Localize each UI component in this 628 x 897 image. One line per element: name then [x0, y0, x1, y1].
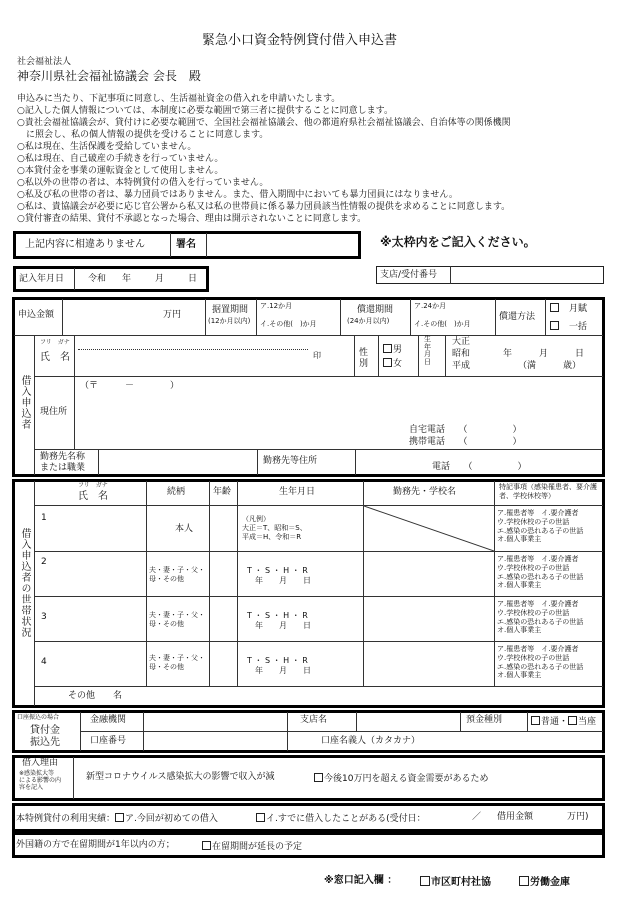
bank-section-label: 口座振込の場合: [17, 714, 60, 721]
repay-label: 償還期間: [357, 305, 394, 315]
history-label: 本特例貸付の利用実績： ア.今回が初めての借入: [16, 814, 218, 824]
row-number: 2: [41, 557, 47, 567]
page-title: 緊急小口資金特例貸付借入申込書: [202, 33, 398, 48]
checkbox-icon: [314, 773, 323, 782]
date-month[interactable]: 月: [155, 274, 165, 284]
checkbox-icon: [383, 358, 392, 367]
bank-holder-label: 口座名義人（カタカナ）: [321, 736, 421, 746]
hh-furigana-header: フリ ガナ: [78, 482, 108, 489]
repay-opt1[interactable]: ア.24か月: [414, 302, 447, 310]
household-section-label: 借入申込者の世帯状況: [19, 528, 30, 638]
bank-type-label: 預金種別: [466, 715, 503, 725]
table-row: [35, 552, 603, 596]
consent-item: ○私は現在、生活保護を受給していません。: [17, 142, 197, 152]
birth-ymd[interactable]: 年 月 日: [503, 349, 585, 359]
work-name-label: 勤務先名称 または職業: [40, 452, 86, 473]
row-special-options[interactable]: ア.罹患者等 イ.要介護者 ウ.学校休校の子の世話 エ.感染の恐れある子の世話 オ.個人事業主: [497, 645, 584, 680]
checkbox-icon: [550, 321, 559, 330]
bank-section-title: 貸付金 振込先: [30, 725, 60, 748]
address-field[interactable]: [76, 395, 376, 445]
repay-opt2[interactable]: イ.その他( )か月: [414, 320, 471, 328]
reason-text[interactable]: 新型コロナウイルス感染拡大の影響で収入が減: [86, 772, 275, 782]
row-relation[interactable]: 夫・妻・子・父・ 母・その他: [149, 611, 205, 629]
postal-code[interactable]: （〒 － ）: [80, 381, 180, 391]
row-relation[interactable]: 夫・妻・子・父・ 母・その他: [149, 566, 205, 584]
sex-female[interactable]: 女: [383, 358, 402, 369]
history-amount: 借用金額: [497, 812, 534, 822]
bank-branch-field[interactable]: [358, 713, 458, 730]
table-row: [35, 642, 603, 686]
branch-label: 支店/受付番号: [380, 270, 438, 280]
method-opt1[interactable]: 月賦: [550, 303, 587, 314]
foreign-option[interactable]: 在留期間が延長の予定: [202, 841, 302, 852]
checkbox-icon: [383, 344, 392, 353]
name-furigana-label: フリ ガナ: [40, 339, 70, 346]
consent-item: ○私以外の世帯の者は、本特例貸付の借入を行っていません。: [17, 178, 269, 188]
consent-item: ○記入した個人情報については、本制度に必要な範囲で第三者に提供することに同意します。: [17, 106, 393, 116]
method-opt2[interactable]: 一括: [550, 321, 587, 332]
row-birth[interactable]: T ・ S ・ H ・ R 年 月 日: [247, 611, 311, 631]
signature-field[interactable]: [208, 233, 358, 257]
row-number: 1: [41, 513, 47, 523]
checkbox-icon: [202, 841, 211, 850]
branch-field[interactable]: [452, 267, 602, 283]
checkbox-icon: [531, 716, 540, 725]
checkbox-icon: [420, 876, 430, 886]
signature-label: 署名: [176, 239, 196, 250]
applicant-section-label: 借入申込者: [19, 375, 30, 430]
agree-label: 上記内容に相違ありません: [25, 239, 145, 250]
bank-account-label: 口座番号: [90, 736, 127, 746]
work-address-label: 勤務先等住所: [263, 456, 318, 466]
table-row: [35, 597, 603, 641]
row-special-options[interactable]: ア.罹患者等 イ.要介護者 ウ.学校休校の子の世話 エ.感染の恐れある子の世話 オ.個人事業主: [497, 600, 584, 635]
row-special-options[interactable]: ア.罹患者等 イ.要介護者 ウ.学校休校の子の世話 エ.感染の恐れある子の世話 オ.個人事業主: [497, 555, 584, 590]
consent-item: ○私は、貴協議会が必要に応じ官公署から私又は私の世帯員に係る暴力団員該当性情報の提供を求めることに同意します。: [17, 202, 511, 212]
consent-item: ○貸付審査の結果、貸付不承認となった場合、理由は開示されないことに同意します。: [17, 214, 367, 224]
reason-option[interactable]: 今後10万円を超える資金需要があるため: [314, 773, 488, 784]
reason-sub: ※感染拡大等 による影響の内 容を記入: [19, 770, 62, 792]
addressee-name: 神奈川県社会福祉協議会 会長 殿: [17, 69, 201, 83]
grace-opt2[interactable]: イ.その他( )か月: [260, 320, 317, 328]
repay-sub: (24か月以内): [347, 317, 390, 325]
office-label: ※窓口記入欄 ：: [324, 875, 398, 886]
address-label: 現住所: [40, 407, 68, 417]
row-number: 4: [41, 657, 47, 667]
history-opt2[interactable]: イ.すでに借入したことがある(受付日：: [256, 813, 426, 824]
work-phone[interactable]: 電話 （ ）: [432, 462, 527, 472]
office-opt1[interactable]: 市区町村社協: [420, 876, 491, 888]
era-taisho[interactable]: 大正: [452, 337, 471, 347]
checkbox-icon: [256, 813, 265, 822]
name-field[interactable]: [76, 336, 306, 374]
date-day[interactable]: 日: [188, 274, 198, 284]
amount-label: 申込金額: [18, 310, 55, 320]
bank-branch-label: 支店名: [300, 715, 328, 725]
checkbox-icon: [568, 716, 577, 725]
row-birth[interactable]: T ・ S ・ H ・ R 年 月 日: [247, 656, 311, 676]
birth-label: 生年月日: [424, 335, 431, 367]
bank-account-field[interactable]: [145, 732, 285, 750]
era-heisei[interactable]: 平成: [452, 361, 471, 371]
checkbox-icon: [550, 303, 559, 312]
history-unit: 万円): [567, 812, 589, 822]
row-birth[interactable]: T ・ S ・ H ・ R 年 月 日: [247, 566, 311, 586]
hh-name-header: 氏 名: [78, 491, 108, 502]
consent-lead: 申込みに当たり、下記事項に同意し、生活福祉資金の借入れを申請いたします。: [17, 94, 341, 104]
consent-item: ○私は現在、自己破産の手続きを行っていません。: [17, 154, 224, 164]
hh-others[interactable]: その他 名: [68, 691, 123, 701]
bank-institution-field[interactable]: [145, 713, 285, 730]
name-label: 氏 名: [40, 352, 70, 363]
method-label: 償還方法: [499, 312, 536, 322]
history-slash: ／: [472, 812, 482, 822]
notice: ※太枠内をご記入ください。: [380, 235, 536, 249]
row-birth-legend: （凡例） 大正＝T、昭和＝S、 平成＝H、令和＝R: [242, 515, 307, 541]
sex-male[interactable]: 男: [383, 344, 402, 355]
consent-item: ○本貸付金を事業の運転資金として使用しません。: [17, 166, 224, 176]
era-showa[interactable]: 昭和: [452, 349, 471, 359]
grace-sub: (12か月以内): [208, 317, 251, 325]
row-number: 3: [41, 612, 47, 622]
home-phone[interactable]: 自宅電話 （ ）: [409, 425, 522, 435]
hh-birth-header: 生年月日: [279, 487, 316, 497]
reason-label: 借入理由: [22, 758, 59, 768]
date-label: 記入年月日: [19, 274, 65, 284]
foreign-label: 外国籍の方で在留期間が1年以内の方；: [16, 840, 175, 850]
hh-special-header: 特記事項（感染罹患者、要介護者、学校休校等）: [499, 483, 597, 500]
consent-item: ○私及び私の世帯の者は、暴力団員ではありません。また、借入期間中においても暴力団員にはなりません。: [17, 190, 458, 200]
table-row: [35, 506, 603, 551]
checkbox-icon[interactable]: [115, 813, 124, 822]
hh-work-header: 勤務先・学校名: [393, 487, 457, 497]
grace-label: 据置期間: [212, 305, 249, 315]
grace-opt1[interactable]: ア.12か月: [260, 302, 293, 310]
sex-label: 性別: [359, 348, 369, 369]
amount-unit: 万円: [163, 310, 182, 320]
row-relation: 本人: [175, 524, 194, 534]
amount-field[interactable]: [64, 300, 164, 334]
bank-type-options[interactable]: 普通・ 当座: [531, 716, 596, 727]
checkbox-icon: [519, 876, 529, 886]
consent-item: ○貴社会福祉協議会が、貸付けに必要な範囲で、全国社会福祉協議会、他の都道府県社会福祉協議会、自治体等の関係機関: [17, 118, 511, 128]
consent-item: に照会し、私の個人情報の提供を受けることに同意します。: [17, 130, 269, 140]
office-opt2[interactable]: 労働金庫: [519, 876, 570, 888]
bank-institution-label: 金融機関: [90, 715, 127, 725]
addressee-org-type: 社会福祉法人: [17, 57, 72, 67]
row-diagonal-strike: [364, 506, 494, 551]
seal-mark: 印: [313, 351, 321, 360]
date-era: 令和: [88, 274, 107, 284]
mobile-phone[interactable]: 携帯電話 （ ）: [409, 437, 522, 447]
row-relation[interactable]: 夫・妻・子・父・ 母・その他: [149, 654, 205, 672]
work-address-field[interactable]: [357, 450, 427, 474]
work-name-field[interactable]: [100, 450, 255, 474]
age[interactable]: （満 歳）: [518, 361, 582, 371]
row-special-options[interactable]: ア.罹患者等 イ.要介護者 ウ.学校休校の子の世話 エ.感染の恐れある子の世話 オ.個人事業主: [497, 509, 584, 544]
hh-age-header: 年齢: [213, 487, 232, 497]
hh-relation-header: 続柄: [167, 487, 186, 497]
date-year[interactable]: 年: [122, 274, 132, 284]
